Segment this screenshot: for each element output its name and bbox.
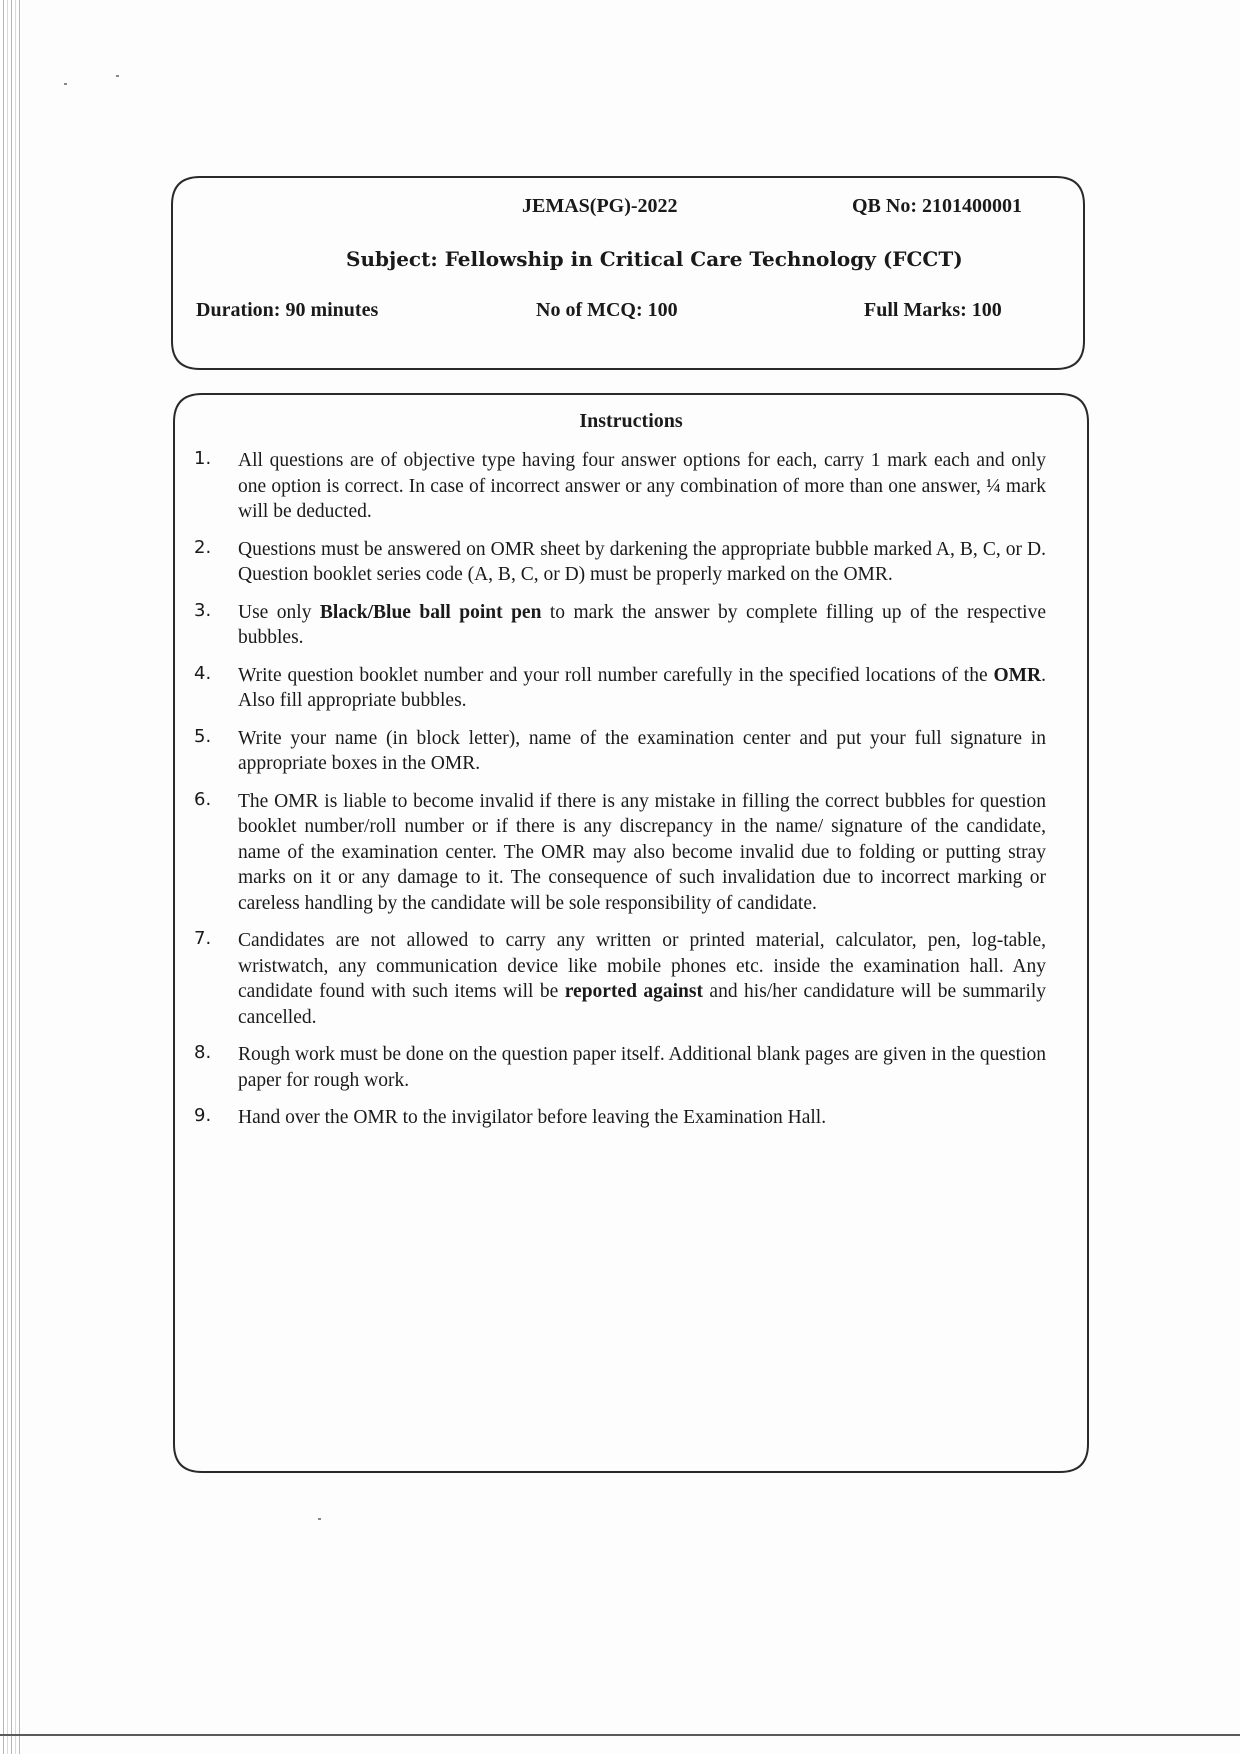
instruction-text-part: Candidates are not allowed to carry any written or printed material, calculator, pen, log-table, wristwatch, any communication device like mobile phones etc. inside the examination hall. Any candidate found with such items will be bbox=[238, 930, 1046, 1002]
instruction-text: All questions are of objective type having four answer options for each, carry 1 mark each and only one option is correct. In case of incorrect answer or any combination of more than one answer, ¼ mark will be deducted. bbox=[238, 450, 1046, 522]
instruction-item bbox=[194, 600, 1046, 651]
scan-speck bbox=[318, 1518, 321, 1520]
instruction-text-part: Use only bbox=[238, 601, 320, 623]
exam-header-box bbox=[170, 175, 1086, 371]
instruction-text-part: Write question booklet number and your roll number carefully in the specified locations of the bbox=[238, 664, 994, 686]
instruction-item bbox=[194, 537, 1046, 588]
instruction-text: Hand over the OMR to the invigilator before leaving the Examination Hall. bbox=[238, 1107, 827, 1128]
subject-title: Subject: Fellowship in Critical Care Technology (FCCT) bbox=[346, 247, 963, 271]
instruction-number: 6. bbox=[194, 788, 212, 810]
instruction-text: The OMR is liable to become invalid if there is any mistake in filling the correct bubbles for question booklet number/roll number or if there is any discrepancy in the name/ signature of the candidate, name of the examination center. The OMR may also become invalid due to folding or putting stray marks on it or any damage to it. The consequence of such invalidation due to incorrect marking or careless handling by the candidate will be sole responsibility of candidate. bbox=[238, 790, 1046, 914]
exam-name: JEMAS(PG)-2022 bbox=[522, 195, 678, 217]
instruction-number: 1. bbox=[194, 448, 212, 469]
instruction-number: 8. bbox=[194, 1042, 212, 1063]
instruction-item bbox=[194, 1042, 1046, 1093]
mcq-count: No of MCQ: 100 bbox=[536, 299, 678, 321]
scan-edge-artifact bbox=[0, 0, 22, 1754]
qb-number: QB No: 2101400001 bbox=[852, 195, 1022, 217]
instructions-list bbox=[194, 448, 1046, 1143]
instruction-number: 9. bbox=[194, 1105, 212, 1126]
instruction-item bbox=[194, 448, 1046, 525]
instruction-text-part: . Also fill appropriate bubbles. bbox=[238, 664, 1046, 711]
instruction-text: Write your name (in block letter), name of the examination center and put your full signature in appropriate boxes in the OMR. bbox=[238, 727, 1046, 774]
full-marks: Full Marks: 100 bbox=[864, 299, 1002, 321]
duration: Duration: 90 minutes bbox=[196, 299, 379, 321]
instruction-item bbox=[194, 928, 1046, 1030]
scan-speck bbox=[116, 75, 119, 77]
instruction-text-part: and his/her candidature will be summarily cancelled. bbox=[238, 981, 1046, 1028]
instruction-emphasis: OMR bbox=[993, 664, 1042, 686]
instruction-text bbox=[238, 928, 1046, 1030]
instruction-text bbox=[238, 600, 1046, 651]
instruction-item bbox=[194, 726, 1046, 777]
scan-bottom-line bbox=[0, 1734, 1240, 1736]
instruction-number: 3. bbox=[194, 599, 212, 621]
instruction-text-part: to mark the answer by complete filling up of the respective bubbles. bbox=[238, 601, 1046, 648]
scan-speck bbox=[64, 83, 67, 85]
instruction-text: Questions must be answered on OMR sheet by darkening the appropriate bubble marked A, B, C, or D. Question booklet series code (A, B, C, or D) must be properly marked on the OMR. bbox=[238, 538, 1046, 585]
instruction-number: 2. bbox=[194, 536, 212, 558]
instruction-item bbox=[194, 663, 1046, 714]
instruction-number: 4. bbox=[194, 662, 212, 684]
instruction-emphasis: Black/Blue ball point pen bbox=[319, 601, 542, 623]
instruction-number: 5. bbox=[194, 725, 212, 747]
instruction-text: Rough work must be done on the question paper itself. Additional blank pages are given in the question paper for rough work. bbox=[238, 1044, 1047, 1091]
instruction-item bbox=[194, 1105, 1046, 1131]
instructions-title: Instructions bbox=[579, 410, 683, 432]
instruction-emphasis: reported against bbox=[564, 981, 703, 1002]
instruction-item bbox=[194, 789, 1046, 917]
instructions-box bbox=[172, 392, 1090, 1474]
instruction-number: 7. bbox=[194, 928, 212, 949]
instruction-text bbox=[238, 663, 1046, 714]
